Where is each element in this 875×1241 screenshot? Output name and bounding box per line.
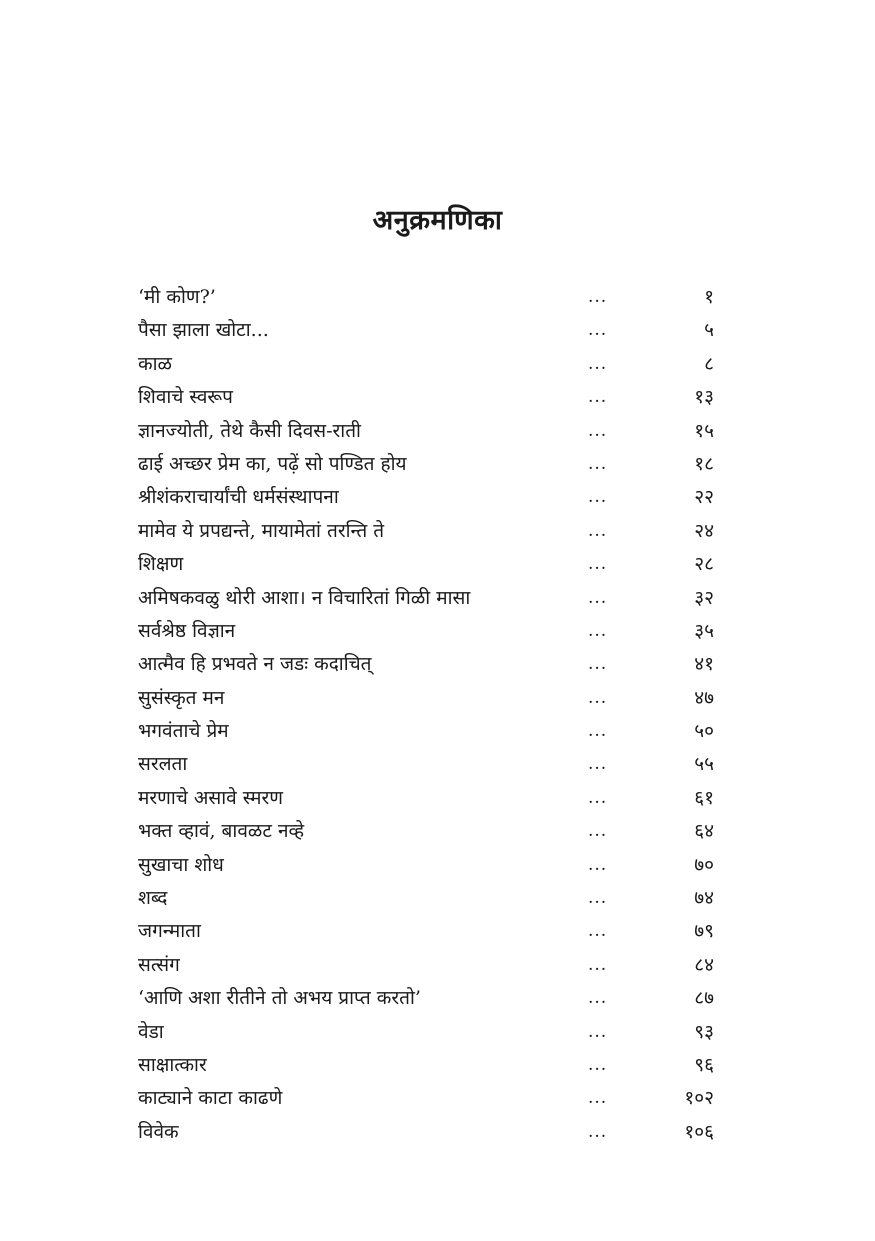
toc-row[interactable] <box>138 915 718 948</box>
toc-page-number: ७९ <box>694 920 714 943</box>
toc-entry-title: शब्द <box>138 887 168 910</box>
toc-leader-dots: ... <box>588 520 608 541</box>
toc-row[interactable] <box>138 314 718 347</box>
toc-leader-dots: ... <box>588 587 608 608</box>
toc-row[interactable] <box>138 949 718 982</box>
toc-entry-title: भक्त व्हावं, बावळट नव्हे <box>138 820 305 843</box>
toc-entry-title: अमिषकवळु थोरी आशा। न विचारितां गिळी मासा <box>138 586 471 609</box>
toc-leader-dots: ... <box>588 620 608 641</box>
toc-page-number: ४१ <box>694 653 714 676</box>
table-of-contents <box>138 281 718 1149</box>
toc-entry-title: काळ <box>138 352 172 375</box>
toc-page-number: १३ <box>694 386 714 409</box>
toc-row[interactable] <box>138 281 718 314</box>
toc-entry-title: काट्याने काटा काढणे <box>138 1087 283 1110</box>
toc-entry-title: सरलता <box>138 753 188 776</box>
toc-row[interactable] <box>138 648 718 681</box>
toc-leader-dots: ... <box>588 787 608 808</box>
toc-page-number: ६४ <box>694 820 714 843</box>
toc-entry-title: ‘आणि अशा रीतीने तो अभय प्राप्त करतो’ <box>138 987 421 1010</box>
toc-leader-dots: ... <box>588 420 608 441</box>
toc-page-number: ७० <box>694 853 714 876</box>
toc-entry-title: ज्ञानज्योती, तेथे कैसी दिवस-राती <box>138 419 361 442</box>
toc-page-number: ५५ <box>694 753 714 776</box>
toc-entry-title: सुसंस्कृत मन <box>138 686 225 709</box>
toc-row[interactable] <box>138 582 718 615</box>
toc-entry-title: जगन्माता <box>138 920 201 943</box>
toc-page-number: १८ <box>694 452 714 475</box>
toc-page-number: ८ <box>704 352 714 375</box>
toc-page-number: १०२ <box>684 1087 714 1110</box>
toc-row[interactable] <box>138 882 718 915</box>
toc-page-number: २२ <box>694 486 714 509</box>
toc-entry-title: ढाई अच्छर प्रेम का, पढ़ें सो पण्डित होय <box>138 452 407 475</box>
toc-leader-dots: ... <box>588 721 608 742</box>
toc-page-number: २४ <box>694 519 714 542</box>
toc-leader-dots: ... <box>588 1088 608 1109</box>
toc-page-number: ५० <box>694 720 714 743</box>
toc-row[interactable] <box>138 1049 718 1082</box>
toc-entry-title: सत्संग <box>138 953 180 976</box>
toc-row[interactable] <box>138 615 718 648</box>
toc-entry-title: आत्मैव हि प्रभवते न जडः कदाचित् <box>138 653 372 676</box>
toc-leader-dots: ... <box>588 988 608 1009</box>
toc-row[interactable] <box>138 381 718 414</box>
toc-entry-title: शिक्षण <box>138 553 184 576</box>
toc-row[interactable] <box>138 481 718 514</box>
toc-leader-dots: ... <box>588 754 608 775</box>
toc-entry-title: शिवाचे स्वरूप <box>138 386 233 409</box>
toc-row[interactable] <box>138 1116 718 1149</box>
toc-leader-dots: ... <box>588 821 608 842</box>
toc-leader-dots: ... <box>588 1021 608 1042</box>
toc-row[interactable] <box>138 782 718 815</box>
toc-entry-title: साक्षात्कार <box>138 1053 207 1076</box>
toc-entry-title: सुखाचा शोध <box>138 853 224 876</box>
toc-page-number: ३५ <box>694 619 714 642</box>
toc-page-number: १५ <box>694 419 714 442</box>
toc-page-number: ५ <box>704 319 714 342</box>
toc-page-number: ३२ <box>694 586 714 609</box>
toc-leader-dots: ... <box>588 287 608 307</box>
toc-row[interactable] <box>138 748 718 781</box>
toc-row[interactable] <box>138 348 718 381</box>
toc-leader-dots: ... <box>588 320 608 341</box>
toc-page-number: २८ <box>694 553 714 576</box>
toc-row[interactable] <box>138 715 718 748</box>
toc-entry-title: भगवंताचे प्रेम <box>138 720 229 743</box>
toc-row[interactable] <box>138 815 718 848</box>
toc-row[interactable] <box>138 415 718 448</box>
toc-leader-dots: ... <box>588 487 608 508</box>
toc-leader-dots: ... <box>588 854 608 875</box>
toc-leader-dots: ... <box>588 1121 608 1142</box>
toc-entry-title: श्रीशंकराचार्यांची धर्मसंस्थापना <box>138 486 339 509</box>
toc-row[interactable] <box>138 1082 718 1115</box>
toc-leader-dots: ... <box>588 353 608 374</box>
toc-leader-dots: ... <box>588 954 608 975</box>
toc-leader-dots: ... <box>588 387 608 408</box>
toc-entry-title: विवेक <box>138 1120 179 1143</box>
toc-leader-dots: ... <box>588 687 608 708</box>
toc-row[interactable] <box>138 1016 718 1049</box>
toc-entry-title: सर्वश्रेष्ठ विज्ञान <box>138 619 236 642</box>
toc-page-number: ८७ <box>694 987 714 1010</box>
toc-entry-title: ‘मी कोण?’ <box>138 286 216 308</box>
toc-row[interactable] <box>138 849 718 882</box>
toc-row[interactable] <box>138 515 718 548</box>
toc-page-number: ९३ <box>694 1020 714 1043</box>
toc-leader-dots: ... <box>588 1054 608 1075</box>
toc-page-number: ४७ <box>694 686 714 709</box>
toc-leader-dots: ... <box>588 654 608 675</box>
toc-leader-dots: ... <box>588 921 608 942</box>
toc-page-number: ९६ <box>694 1053 714 1076</box>
toc-page-number: ७४ <box>694 887 714 910</box>
toc-leader-dots: ... <box>588 888 608 909</box>
toc-page-number: १ <box>704 286 714 308</box>
toc-row[interactable] <box>138 448 718 481</box>
toc-row[interactable] <box>138 982 718 1015</box>
toc-entry-title: पैसा झाला खोटा... <box>138 319 269 342</box>
toc-leader-dots: ... <box>588 453 608 474</box>
toc-entry-title: वेडा <box>138 1020 164 1043</box>
toc-page-number: ८४ <box>694 953 714 976</box>
toc-row[interactable] <box>138 682 718 715</box>
toc-page-number: १०६ <box>684 1120 714 1143</box>
toc-page-number: ६१ <box>694 786 714 809</box>
toc-entry-title: मरणाचे असावे स्मरण <box>138 786 284 809</box>
toc-entry-title: मामेव ये प्रपद्यन्ते, मायामेतां तरन्ति ते <box>138 519 385 542</box>
toc-row[interactable] <box>138 548 718 581</box>
toc-leader-dots: ... <box>588 554 608 575</box>
page-title: अनुक्रमणिका <box>372 205 503 236</box>
